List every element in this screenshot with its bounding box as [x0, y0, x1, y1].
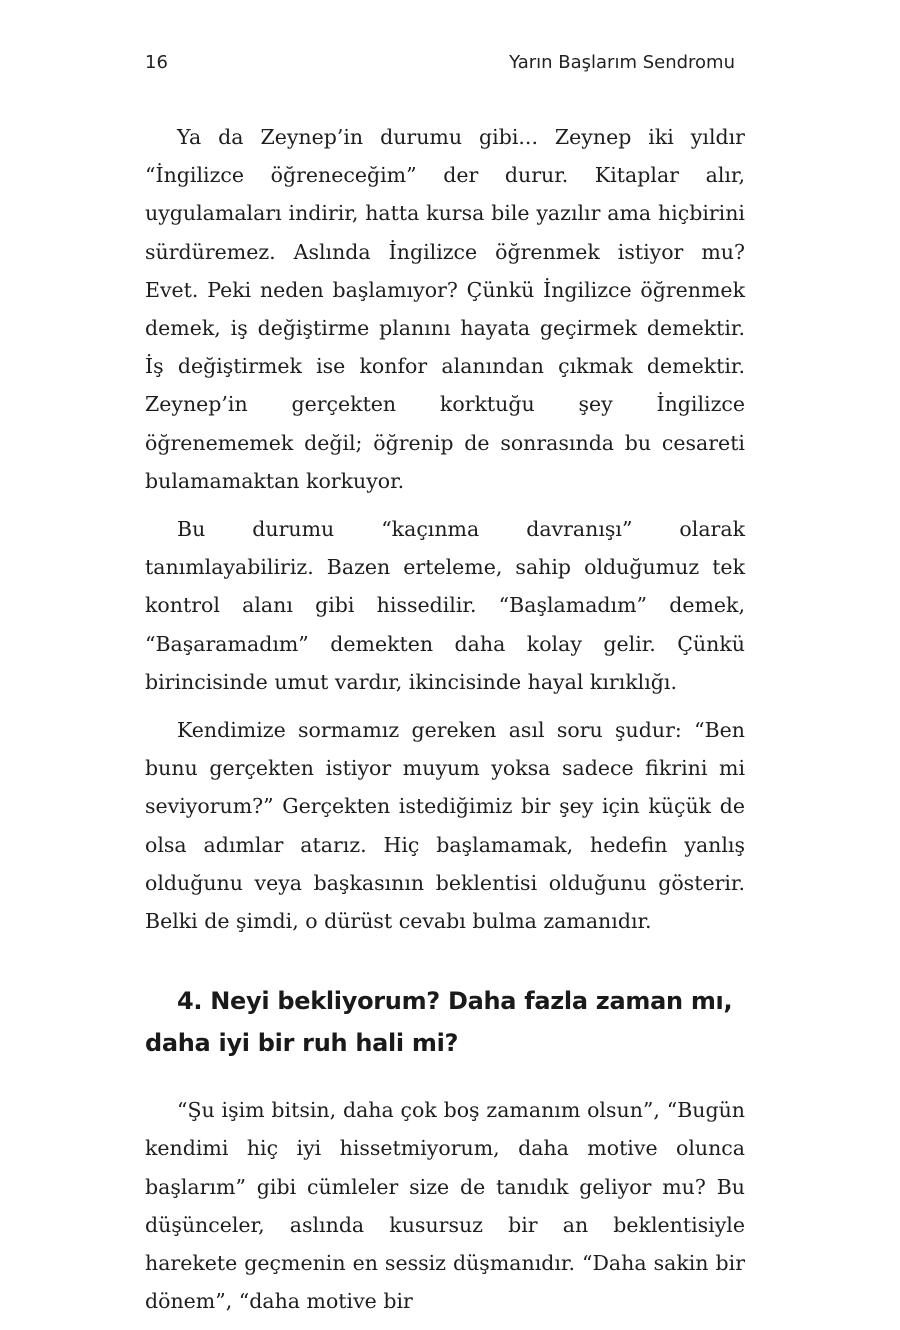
page-number: 16: [145, 52, 168, 73]
paragraph: Kendimize sormamız gereken asıl soru şudur: “Ben bunu gerçekten istiyor muyum yoksa sadece fikrini mi seviyorum?” Gerçekten istediğimiz bir şey için küçük de olsa adımlar atarız. Hiç başlamamak, hedefin yanlış olduğunu veya başkasının beklentisi olduğunu gösterir. Belki de şimdi, o dürüst cevabı bulma zamanıdır.: [145, 718, 745, 934]
running-header: [145, 52, 735, 80]
body-text: [145, 118, 745, 1330]
paragraph: Ya da Zeynep’in durumu gibi... Zeynep iki yıldır “İngilizce öğreneceğim” der durur. Kitaplar alır, uygulamaları indirir, hatta kursa bile yazılır ama hiçbirini sürdüremez. Aslında İngilizce öğrenmek istiyor mu? Evet. Peki neden başlamıyor? Çünkü İngilizce öğrenmek demek, iş değiştirme planını hayata geçirmek demektir. İş değiştirmek ise konfor alanından çıkmak demektir. Zeynep’in gerçekten korktuğu şey İngilizce öğrenememek değil; öğrenip de sonrasında bu cesareti bulamamaktan korkuyor.: [145, 125, 745, 493]
section-heading: 4. Neyi bekliyorum? Daha fazla zaman mı, daha iyi bir ruh hali mi?: [145, 987, 733, 1058]
book-title: Yarın Başlarım Sendromu: [509, 52, 735, 73]
paragraph: Bu durumu “kaçınma davranışı” olarak tanımlayabiliriz. Bazen erteleme, sahip olduğumuz tek kontrol alanı gibi hissedilir. “Başlamadım” demek, “Başaramadım” demekten daha kolay gelir. Çünkü birincisinde umut vardır, ikincisinde hayal kırıklığı.: [145, 517, 745, 694]
paragraph: “Şu işim bitsin, daha çok boş zamanım olsun”, “Bugün kendimi hiç iyi hissetmiyorum, daha motive olunca başlarım” gibi cümleler size de tanıdık geliyor mu? Bu düşünceler, aslında kusursuz bir an beklentisiyle harekete geçmenin en sessiz düşmanıdır. “Daha sakin bir dönem”, “daha motive bir: [145, 1098, 745, 1314]
